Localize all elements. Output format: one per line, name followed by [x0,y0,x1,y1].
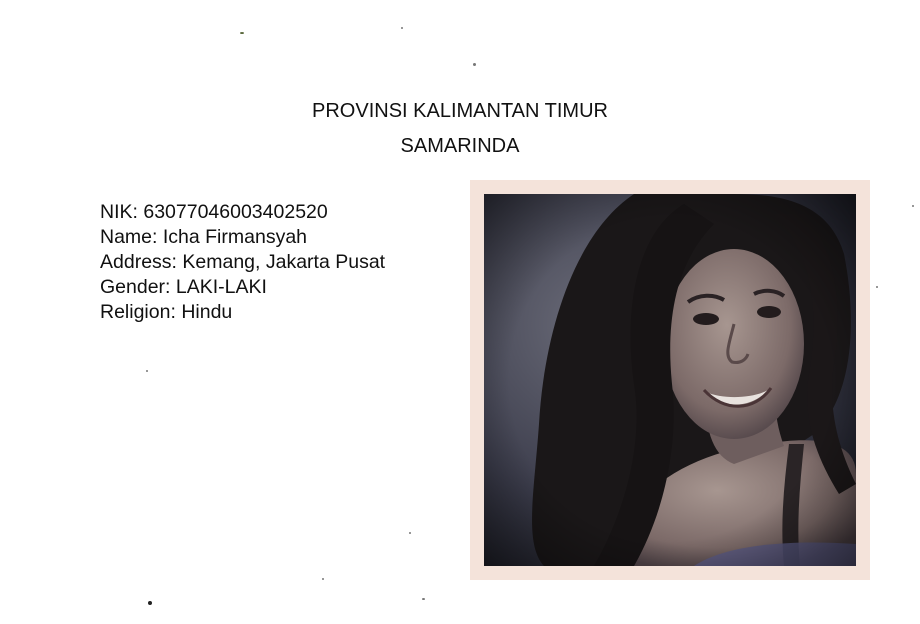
identity-fields [100,200,385,325]
name-label: Name [100,226,153,248]
gender-value: LAKI-LAKI [175,276,267,298]
id-photo-frame [470,180,870,580]
paper-speck [409,532,411,534]
paper-speck [148,601,152,605]
paper-speck [912,205,914,207]
religion-label: Religion [100,301,171,323]
nik-row: NIK: 63077046003402520 [100,201,328,223]
nik-value: 63077046003402520 [143,201,328,223]
name-row: Name: Icha Firmansyah [100,226,308,248]
paper-speck [401,27,403,29]
paper-speck [240,32,244,34]
religion-row: Religion: Hindu [100,301,233,323]
paper-speck [322,578,324,580]
religion-value: Hindu [181,301,233,323]
id-photo [484,194,856,566]
province-heading: PROVINSI KALIMANTAN TIMUR [312,100,608,122]
gender-row: Gender: LAKI-LAKI [100,276,267,298]
city-heading: SAMARINDA [400,135,520,157]
paper-speck [473,63,476,66]
paper-speck [146,370,148,372]
name-value: Icha Firmansyah [162,226,308,248]
paper-speck [422,598,425,600]
nik-label: NIK [100,201,133,223]
address-label: Address [100,251,172,273]
address-value: Kemang, Jakarta Pusat [182,251,386,273]
address-row: Address: Kemang, Jakarta Pusat [100,251,386,273]
gender-label: Gender [100,276,166,298]
paper-speck [876,286,878,288]
